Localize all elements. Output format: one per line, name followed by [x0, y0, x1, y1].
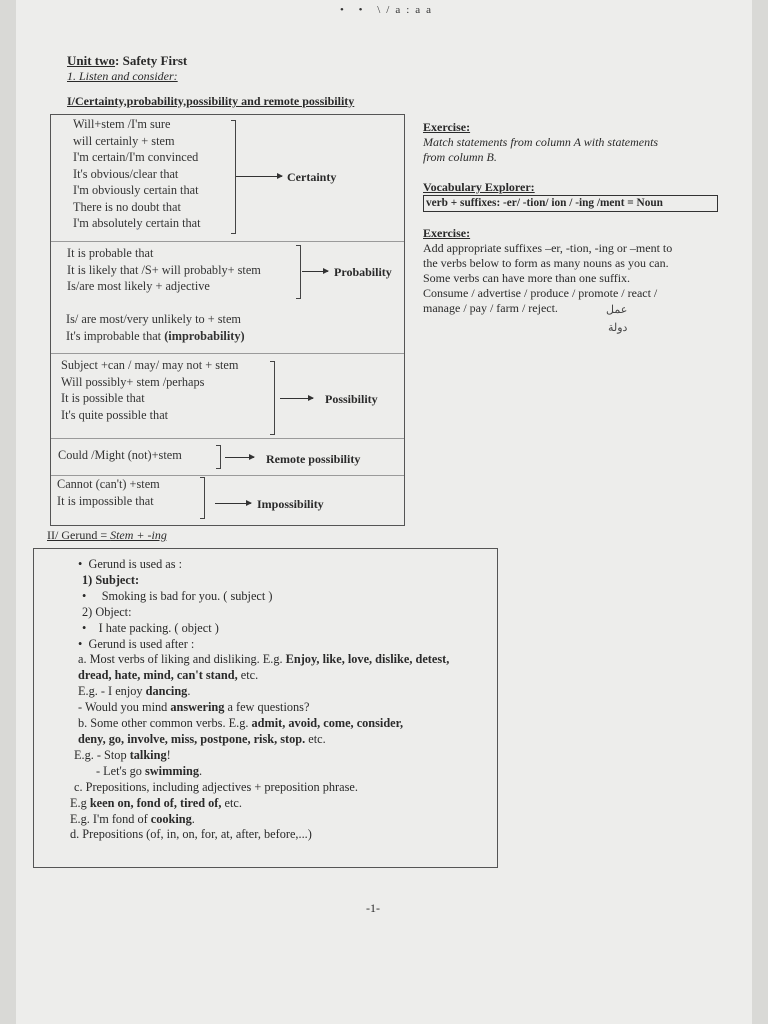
divider	[51, 241, 404, 242]
page-number: -1-	[366, 901, 380, 915]
unit-title: Unit two: Safety First	[67, 53, 188, 68]
improbability-list: Is/ are most/very unlikely to + stem It's improbable that (improbability)	[66, 312, 245, 343]
probability-list: It is probable that It is likely that /S+ will probably+ stem Is/are most likely + adjective	[67, 246, 261, 293]
bullet-icon: •	[82, 620, 99, 635]
remote-label: Remote possibility	[266, 452, 361, 466]
gerund-heading: II/ Gerund = Stem + -ing	[47, 528, 167, 542]
bullet-icon: •	[82, 588, 102, 603]
certainty-bracket	[231, 120, 236, 234]
vocabulary-explorer: Vocabulary Explorer: verb + suffixes: -er/ -tion/ ion / -ing /ment = Noun	[423, 180, 718, 212]
possibility-label: Possibility	[325, 392, 378, 406]
exercise-suffixes: Exercise: Add appropriate suffixes –er, -tion, -ing or –ment to the verbs below to form as many nouns as you can. Some verbs can have more than one suffix. Consume / advertise / produce / promote / react / manage / pay / farm / reject.	[423, 226, 673, 315]
divider	[51, 353, 404, 354]
probability-bracket	[296, 245, 301, 299]
top-mark: • • \/a:aa	[340, 4, 438, 16]
impossibility-list: Cannot (can't) +stem It is impossible that	[57, 477, 160, 508]
impossibility-label: Impossibility	[257, 497, 324, 511]
divider	[51, 438, 404, 439]
certainty-section-heading: I/Certainty,probability,possibility and remote possibility	[67, 94, 355, 108]
remote-bracket	[216, 445, 221, 469]
arrow-icon	[225, 457, 254, 458]
bullet-icon: •	[78, 636, 89, 651]
impossibility-bracket	[200, 477, 205, 519]
suffix-formula-box: verb + suffixes: -er/ -tion/ ion / -ing /ment = Noun	[423, 195, 718, 212]
arrow-icon	[302, 271, 328, 272]
exercise-match: Exercise: Match statements from column A with statements from column B.	[423, 120, 659, 164]
listen-heading: 1. Listen and consider:	[67, 69, 178, 83]
handwritten-note: عمل	[606, 304, 628, 316]
arrow-icon	[280, 398, 313, 399]
arrow-icon	[215, 503, 251, 504]
arrow-icon	[236, 176, 282, 177]
handwritten-note: دولة	[608, 322, 628, 334]
possibility-bracket	[270, 361, 275, 435]
probability-label: Probability	[334, 265, 392, 279]
possibility-list: Subject +can / may/ may not + stem Will possibly+ stem /perhaps It is possible that It's quite possible that	[61, 358, 239, 422]
certainty-label: Certainty	[287, 170, 337, 184]
bullet-icon: •	[78, 557, 89, 571]
remote-list: Could /Might (not)+stem	[58, 448, 182, 462]
gerund-content: • Gerund is used as : 1) Subject: • Smoking is bad for you. ( subject ) 2) Object: • I hate packing. ( object ) • Gerund is used after : a. Most verbs of liking and disliking. E.g. Enjoy, like, love, dislike, detest, dread, hate, mind, can't stand, etc. E.g. - I enjoy dancing. - Would you mind answering a few questions? b. Some other common verbs. E.g. admit, avoid, come, consider, deny, go, involve, miss, postpone, risk, stop. etc. E.g. - Stop talking! - Let's go swimming. c. Prepositions, including adjectives + preposition phrase. E.g keen on, fond of, tired of, etc. E.g. I'm fond of cooking. d. Prepositions (of, in, on, for, at, after, before,...)	[70, 557, 450, 842]
certainty-list: Will+stem /I'm sure will certainly + stem I'm certain/I'm convinced It's obvious/clear that I'm obviously certain that There is no doubt that I'm absolutely certain that	[73, 117, 201, 230]
